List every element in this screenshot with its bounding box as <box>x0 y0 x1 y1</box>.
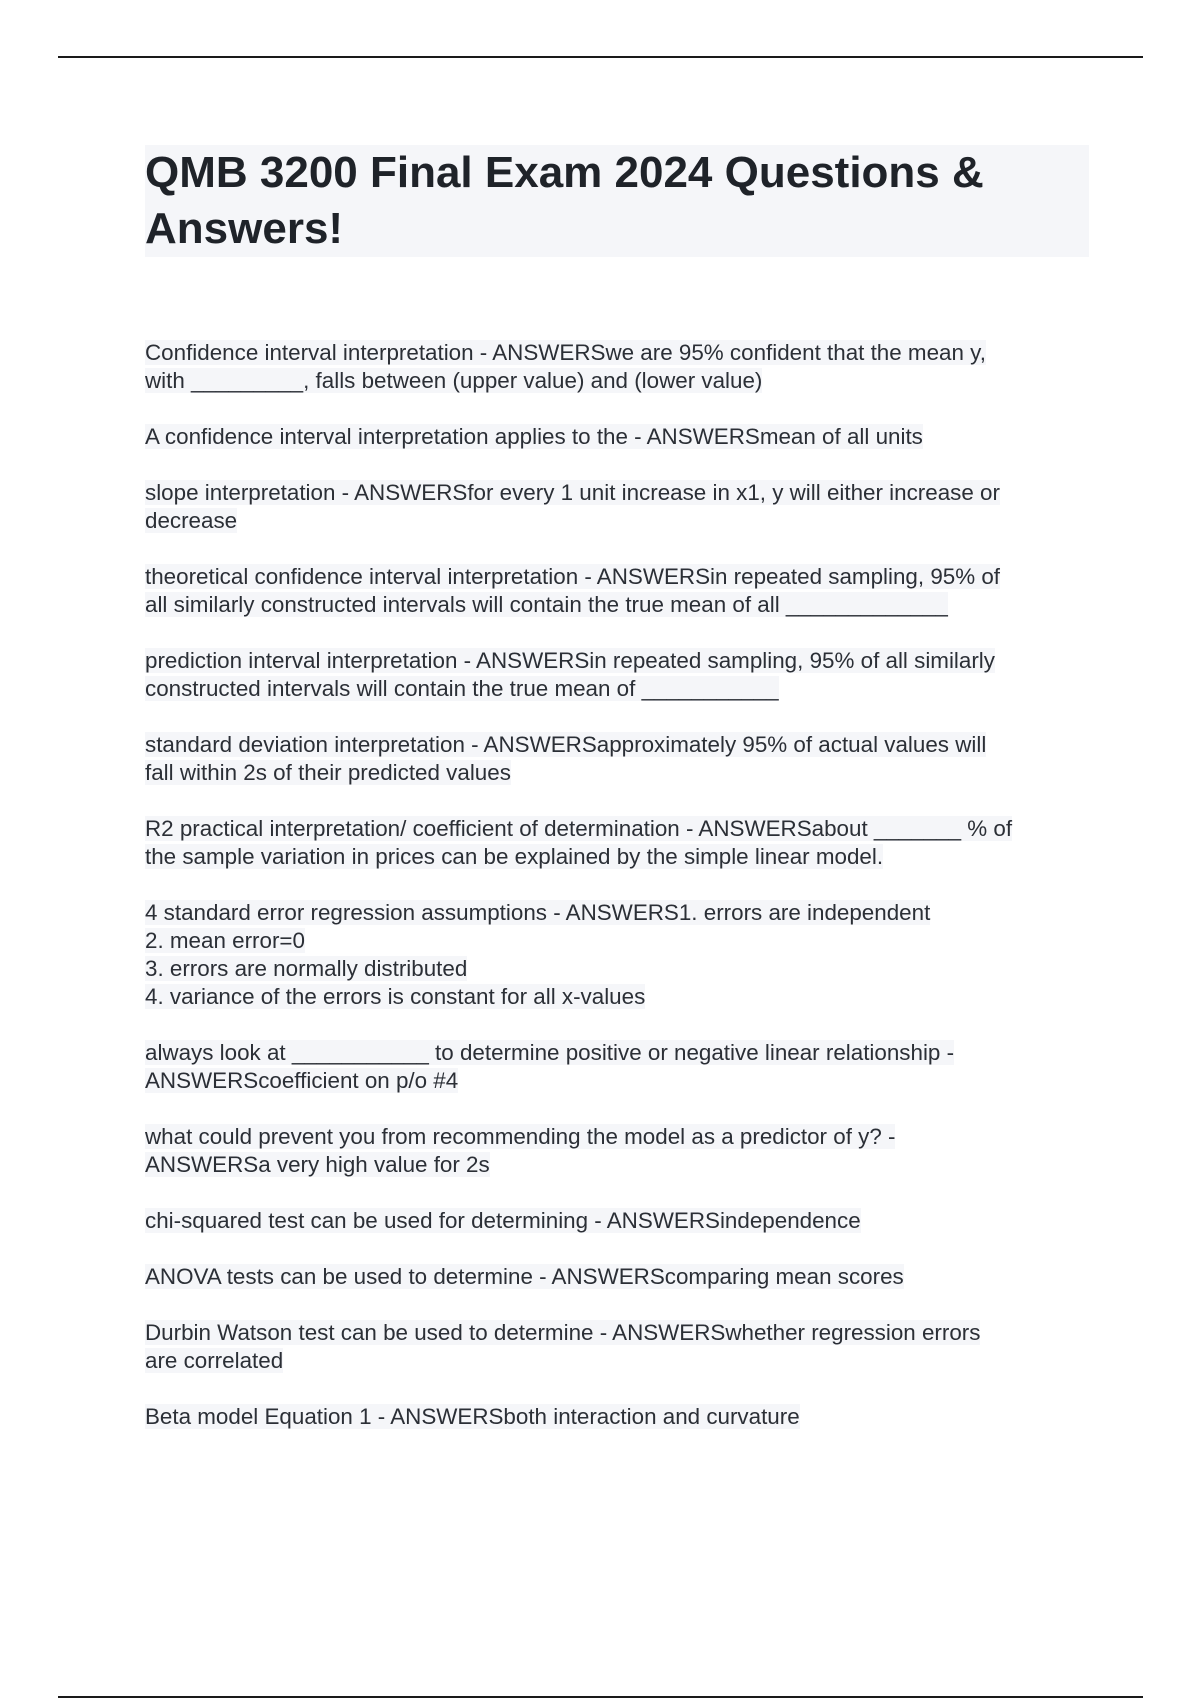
qa-item <box>145 1123 1105 1179</box>
qa-list <box>145 339 1105 1459</box>
qa-text: slope interpretation - ANSWERSfor every 1 unit increase in x1, y will either increase or decrease <box>145 480 1000 533</box>
bottom-divider <box>58 1696 1143 1698</box>
qa-item <box>145 1319 1105 1375</box>
qa-item <box>145 479 1105 535</box>
qa-item <box>145 1403 1105 1431</box>
page-title: QMB 3200 Final Exam 2024 Questions & Answers! <box>145 148 984 253</box>
qa-text: Beta model Equation 1 - ANSWERSboth interaction and curvature <box>145 1404 800 1429</box>
qa-item <box>145 899 1105 1011</box>
qa-text: standard deviation interpretation - ANSWERSapproximately 95% of actual values will fall within 2s of their predicted values <box>145 732 987 785</box>
qa-text: what could prevent you from recommending the model as a predictor of y? - ANSWERSa very high value for 2s <box>145 1124 896 1177</box>
title-block <box>145 145 1089 257</box>
qa-text: 4 standard error regression assumptions - ANSWERS1. errors are independent 2. mean error=0 3. errors are normally distributed 4. variance of the errors is constant for all x-values <box>145 900 931 1009</box>
qa-text: theoretical confidence interval interpretation - ANSWERSin repeated sampling, 95% of all similarly constructed intervals will contain the true mean of all _____________ <box>145 564 1001 617</box>
qa-text: Confidence interval interpretation - ANSWERSwe are 95% confident that the mean y, with _________, falls between (upper value) and (lower value) <box>145 340 986 393</box>
qa-item <box>145 1207 1105 1235</box>
qa-item <box>145 731 1105 787</box>
qa-text: A confidence interval interpretation applies to the - ANSWERSmean of all units <box>145 424 923 449</box>
qa-item <box>145 647 1105 703</box>
qa-text: Durbin Watson test can be used to determine - ANSWERSwhether regression errors are correlated <box>145 1320 981 1373</box>
qa-item <box>145 423 1105 451</box>
qa-text: always look at ___________ to determine positive or negative linear relationship - ANSWERScoefficient on p/o #4 <box>145 1040 955 1093</box>
top-divider <box>58 56 1143 58</box>
qa-item <box>145 815 1105 871</box>
qa-text: prediction interval interpretation - ANSWERSin repeated sampling, 95% of all similarly constructed intervals will contain the true mean of ___________ <box>145 648 995 701</box>
qa-item <box>145 563 1105 619</box>
qa-item <box>145 339 1105 395</box>
qa-item <box>145 1039 1105 1095</box>
qa-text: R2 practical interpretation/ coefficient of determination - ANSWERSabout _______ % of the sample variation in prices can be explained by the simple linear model. <box>145 816 1013 869</box>
qa-text: ANOVA tests can be used to determine - ANSWERScomparing mean scores <box>145 1264 904 1289</box>
qa-item <box>145 1263 1105 1291</box>
qa-text: chi-squared test can be used for determining - ANSWERSindependence <box>145 1208 861 1233</box>
